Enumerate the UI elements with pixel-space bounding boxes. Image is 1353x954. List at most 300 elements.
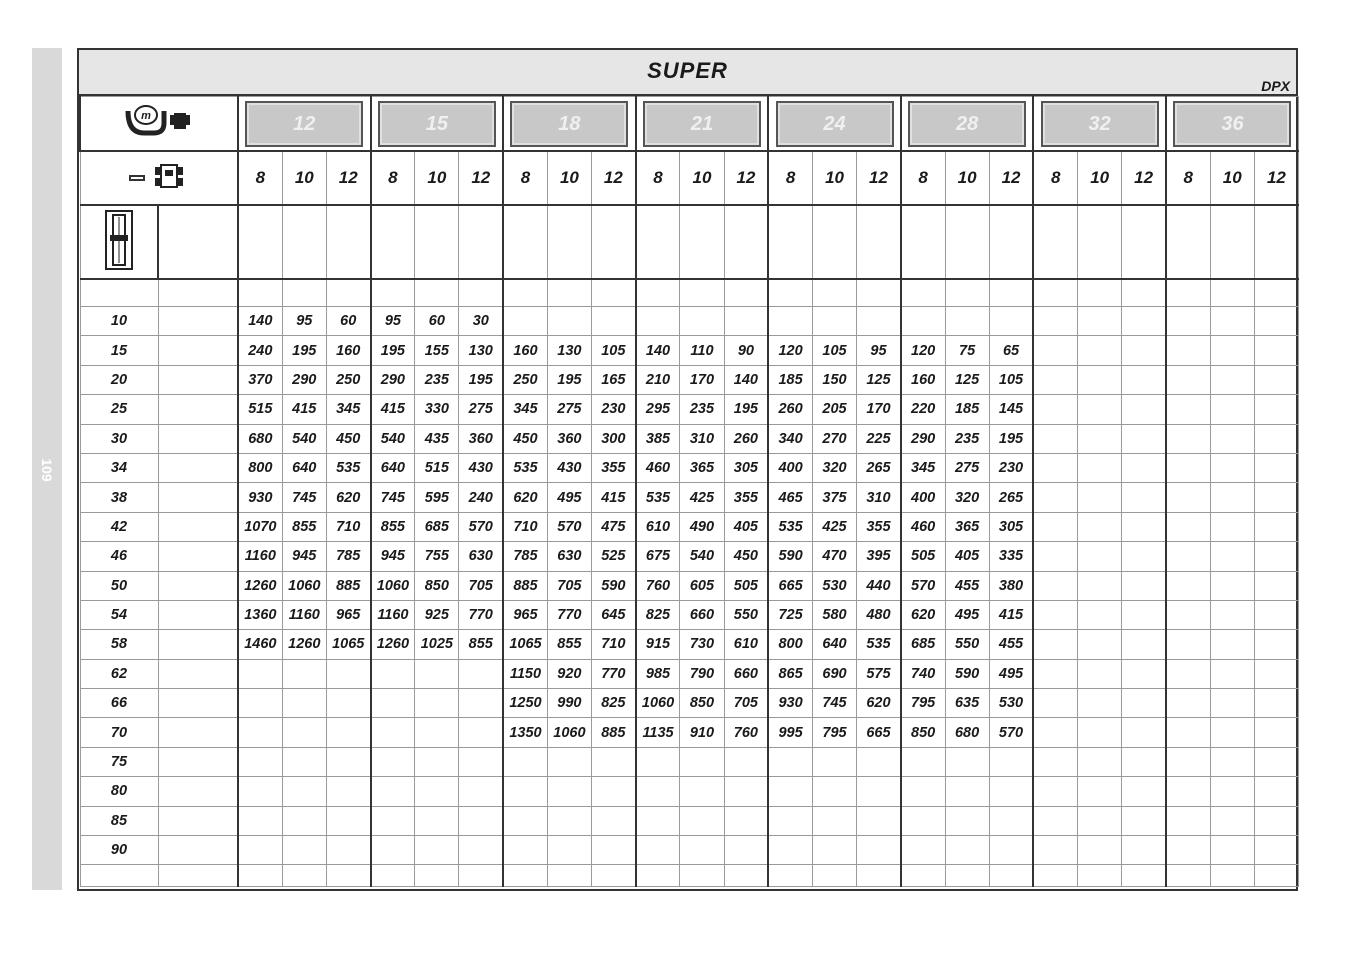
quantity-cell: [636, 806, 680, 835]
quantity-cell: 110: [680, 336, 724, 365]
spacer-cell: [415, 279, 459, 307]
spacer-cell: [158, 279, 238, 307]
spacer-cell: [1122, 865, 1166, 887]
quantity-cell: [1078, 483, 1122, 512]
quantity-cell: [768, 307, 812, 336]
quantity-cell: [901, 307, 945, 336]
quantity-cell: 105: [592, 336, 636, 365]
quantity-cell: [1254, 806, 1298, 835]
quantity-cell: [945, 307, 989, 336]
quantity-cell: [1078, 836, 1122, 865]
spacer-cell: [636, 279, 680, 307]
quantity-cell: 725: [768, 600, 812, 629]
quantity-cell: [636, 777, 680, 806]
quantity-cell: 1360: [238, 600, 282, 629]
quantity-cell: [371, 777, 415, 806]
quantity-cell: [1166, 806, 1210, 835]
blank-cell: [158, 336, 238, 365]
quantity-cell: 535: [857, 630, 901, 659]
quantity-cell: 335: [989, 542, 1033, 571]
quantity-cell: [1033, 483, 1077, 512]
quantity-cell: [1210, 453, 1254, 482]
quantity-cell: 535: [768, 512, 812, 541]
quantity-cell: 705: [459, 571, 503, 600]
quantity-cell: 685: [415, 512, 459, 541]
quantity-cell: 790: [680, 659, 724, 688]
blank-cell: [158, 747, 238, 776]
quantity-cell: [503, 806, 547, 835]
quantity-cell: [1122, 395, 1166, 424]
table-row: [80, 483, 1299, 512]
quantity-cell: 855: [371, 512, 415, 541]
quantity-cell: [812, 836, 856, 865]
quantity-cell: [1122, 718, 1166, 747]
quantity-cell: 945: [371, 542, 415, 571]
quantity-cell: [1033, 336, 1077, 365]
quantity-cell: [1166, 512, 1210, 541]
speed-header: 8: [503, 151, 547, 205]
quantity-cell: 645: [592, 600, 636, 629]
quantity-cell: 1060: [636, 689, 680, 718]
quantity-cell: [1122, 336, 1166, 365]
quantity-cell: [1166, 747, 1210, 776]
quantity-cell: [1122, 689, 1166, 718]
quantity-cell: [1254, 777, 1298, 806]
quantity-cell: 95: [857, 336, 901, 365]
quantity-cell: [857, 307, 901, 336]
quantity-cell: 745: [282, 483, 326, 512]
quantity-cell: [1078, 307, 1122, 336]
quantity-cell: 760: [724, 718, 768, 747]
quantity-cell: [1210, 836, 1254, 865]
quantity-cell: 570: [989, 718, 1033, 747]
quantity-cell: 365: [945, 512, 989, 541]
quantity-cell: 710: [503, 512, 547, 541]
width-badge: 24: [776, 101, 894, 147]
spacer-cell: [238, 865, 282, 887]
quantity-cell: 800: [238, 453, 282, 482]
quantity-cell: 375: [812, 483, 856, 512]
quantity-cell: [1033, 542, 1077, 571]
speed-header: 10: [415, 151, 459, 205]
quantity-cell: 105: [812, 336, 856, 365]
quantity-cell: [1254, 512, 1298, 541]
row-spacing-icon: [124, 103, 194, 143]
quantity-cell: [768, 806, 812, 835]
quantity-cell: [857, 777, 901, 806]
quantity-cell: [415, 806, 459, 835]
quantity-cell: [547, 806, 591, 835]
quantity-cell: 590: [768, 542, 812, 571]
spacer-cell: [371, 279, 415, 307]
quantity-cell: [459, 836, 503, 865]
quantity-cell: 95: [371, 307, 415, 336]
rate-value: 30: [80, 424, 158, 453]
speed-header: 12: [989, 151, 1033, 205]
quantity-cell: 1350: [503, 718, 547, 747]
quantity-cell: [1166, 718, 1210, 747]
quantity-cell: 680: [945, 718, 989, 747]
quantity-cell: 630: [459, 542, 503, 571]
quantity-cell: [1033, 600, 1077, 629]
speed-header: 8: [238, 151, 282, 205]
quantity-cell: [1210, 512, 1254, 541]
quantity-cell: [1166, 424, 1210, 453]
quantity-cell: 470: [812, 542, 856, 571]
quantity-cell: [1078, 689, 1122, 718]
quantity-cell: 965: [503, 600, 547, 629]
quantity-cell: [326, 747, 370, 776]
quantity-cell: 450: [326, 424, 370, 453]
quantity-cell: [459, 659, 503, 688]
quantity-cell: 300: [592, 424, 636, 453]
quantity-cell: 610: [724, 630, 768, 659]
quantity-cell: [282, 806, 326, 835]
quantity-cell: 230: [989, 453, 1033, 482]
quantity-cell: 570: [901, 571, 945, 600]
spacer-cell: [1122, 279, 1166, 307]
quantity-cell: 235: [415, 365, 459, 394]
width-header: [901, 97, 1034, 151]
quantity-cell: [901, 836, 945, 865]
quantity-cell: [1078, 453, 1122, 482]
quantity-cell: 235: [680, 395, 724, 424]
quantity-cell: [1254, 483, 1298, 512]
quantity-cell: 415: [989, 600, 1033, 629]
quantity-cell: 400: [768, 453, 812, 482]
quantity-cell: 885: [503, 571, 547, 600]
speed-header: 8: [1033, 151, 1077, 205]
quantity-cell: 580: [812, 600, 856, 629]
quantity-cell: 425: [680, 483, 724, 512]
width-badge: 28: [908, 101, 1026, 147]
quantity-cell: 740: [901, 659, 945, 688]
quantity-cell: 275: [945, 453, 989, 482]
quantity-cell: [1254, 453, 1298, 482]
quantity-cell: [812, 806, 856, 835]
quantity-cell: 355: [592, 453, 636, 482]
quantity-cell: [1033, 307, 1077, 336]
quantity-cell: [547, 747, 591, 776]
spacer-cell: [1078, 279, 1122, 307]
quantity-cell: [326, 718, 370, 747]
speed-unit-cell: [80, 151, 238, 205]
table-row: [80, 307, 1299, 336]
quantity-cell: 965: [326, 600, 370, 629]
quantity-cell: [371, 718, 415, 747]
quantity-cell: [238, 777, 282, 806]
quantity-cell: [1166, 395, 1210, 424]
quantity-cell: [282, 718, 326, 747]
quantity-cell: 75: [945, 336, 989, 365]
spacer-cell: [812, 865, 856, 887]
quantity-cell: 730: [680, 630, 724, 659]
quantity-cell: 945: [282, 542, 326, 571]
spacer-cell: [326, 865, 370, 887]
quantity-cell: [1210, 659, 1254, 688]
quantity-cell: [326, 777, 370, 806]
quantity-cell: [1033, 777, 1077, 806]
empty-cell: [680, 205, 724, 279]
quantity-cell: 855: [459, 630, 503, 659]
rate-value: 34: [80, 453, 158, 482]
quantity-cell: [1078, 777, 1122, 806]
quantity-cell: [1210, 777, 1254, 806]
quantity-cell: [1078, 600, 1122, 629]
quantity-cell: 530: [812, 571, 856, 600]
quantity-cell: 145: [989, 395, 1033, 424]
spacer-cell: [1210, 279, 1254, 307]
quantity-cell: [592, 747, 636, 776]
quantity-cell: [724, 747, 768, 776]
quantity-cell: 590: [945, 659, 989, 688]
empty-cell: [238, 205, 282, 279]
blank-cell: [158, 395, 238, 424]
table-row: [80, 571, 1299, 600]
quantity-cell: 195: [724, 395, 768, 424]
empty-cell: [945, 205, 989, 279]
blank-cell: [158, 659, 238, 688]
table-row: [80, 836, 1299, 865]
quantity-cell: [1033, 630, 1077, 659]
empty-cell: [282, 205, 326, 279]
quantity-cell: [1166, 777, 1210, 806]
quantity-cell: [547, 836, 591, 865]
quantity-cell: 310: [680, 424, 724, 453]
quantity-cell: 160: [326, 336, 370, 365]
quantity-cell: 595: [415, 483, 459, 512]
quantity-cell: [238, 659, 282, 688]
spacer-cell: [1210, 865, 1254, 887]
dosing-dial-icon: [103, 259, 135, 275]
quantity-cell: 480: [857, 600, 901, 629]
quantity-cell: [768, 836, 812, 865]
quantity-cell: [1122, 630, 1166, 659]
quantity-cell: [1210, 600, 1254, 629]
empty-cell: [857, 205, 901, 279]
width-badge: 18: [510, 101, 628, 147]
quantity-cell: 1160: [238, 542, 282, 571]
empty-cell: [989, 205, 1033, 279]
quantity-cell: 400: [901, 483, 945, 512]
quantity-cell: 275: [459, 395, 503, 424]
quantity-cell: [1033, 453, 1077, 482]
quantity-cell: [459, 689, 503, 718]
quantity-cell: [1254, 630, 1298, 659]
quantity-cell: 525: [592, 542, 636, 571]
quantity-cell: 770: [592, 659, 636, 688]
rate-value: 15: [80, 336, 158, 365]
quantity-cell: 550: [945, 630, 989, 659]
quantity-cell: [1078, 542, 1122, 571]
table-row: [80, 424, 1299, 453]
quantity-cell: 850: [901, 718, 945, 747]
quantity-cell: [326, 836, 370, 865]
quantity-cell: 355: [857, 512, 901, 541]
quantity-cell: [1122, 365, 1166, 394]
quantity-cell: [1033, 395, 1077, 424]
quantity-cell: 265: [857, 453, 901, 482]
quantity-cell: 150: [812, 365, 856, 394]
spacer-cell: [724, 865, 768, 887]
quantity-cell: [282, 689, 326, 718]
quantity-cell: 885: [326, 571, 370, 600]
quantity-cell: [459, 718, 503, 747]
quantity-cell: 665: [857, 718, 901, 747]
quantity-cell: [945, 747, 989, 776]
table-row: [80, 395, 1299, 424]
quantity-cell: 385: [636, 424, 680, 453]
width-badge: 21: [643, 101, 761, 147]
quantity-cell: [768, 747, 812, 776]
blank-cell: [158, 630, 238, 659]
quantity-cell: 345: [503, 395, 547, 424]
quantity-cell: 105: [989, 365, 1033, 394]
speed-header: 10: [1210, 151, 1254, 205]
quantity-cell: 305: [724, 453, 768, 482]
quantity-cell: [989, 836, 1033, 865]
quantity-cell: 415: [592, 483, 636, 512]
quantity-cell: 465: [768, 483, 812, 512]
quantity-cell: 505: [724, 571, 768, 600]
quantity-cell: [503, 747, 547, 776]
quantity-cell: [989, 777, 1033, 806]
quantity-cell: 1460: [238, 630, 282, 659]
width-header: [1033, 97, 1166, 151]
rate-value: 58: [80, 630, 158, 659]
quantity-cell: 1260: [282, 630, 326, 659]
quantity-cell: 930: [238, 483, 282, 512]
quantity-cell: [1166, 659, 1210, 688]
title-bar: [79, 50, 1296, 96]
quantity-cell: [1122, 307, 1166, 336]
quantity-cell: [1122, 424, 1166, 453]
quantity-cell: 705: [724, 689, 768, 718]
empty-cell: [1166, 205, 1210, 279]
quantity-cell: [1210, 365, 1254, 394]
quantity-cell: 435: [415, 424, 459, 453]
quantity-cell: [1166, 483, 1210, 512]
quantity-cell: 685: [901, 630, 945, 659]
quantity-cell: 430: [459, 453, 503, 482]
quantity-cell: 405: [945, 542, 989, 571]
spacer-cell: [724, 279, 768, 307]
quantity-cell: 620: [857, 689, 901, 718]
quantity-cell: 760: [636, 571, 680, 600]
quantity-cell: 355: [724, 483, 768, 512]
speed-header: 12: [1122, 151, 1166, 205]
spacer-cell: [371, 865, 415, 887]
spacer-cell: [1166, 865, 1210, 887]
blank-cell: [158, 718, 238, 747]
quantity-cell: 120: [768, 336, 812, 365]
quantity-cell: [1078, 571, 1122, 600]
blank-cell: [158, 777, 238, 806]
empty-cell: [1078, 205, 1122, 279]
quantity-cell: [592, 777, 636, 806]
quantity-cell: 290: [901, 424, 945, 453]
seeding-rate-table: [79, 96, 1299, 887]
quantity-cell: [1122, 571, 1166, 600]
quantity-cell: 360: [459, 424, 503, 453]
quantity-cell: [592, 307, 636, 336]
quantity-cell: 550: [724, 600, 768, 629]
quantity-cell: 395: [857, 542, 901, 571]
blank-cell: [158, 365, 238, 394]
quantity-cell: [238, 689, 282, 718]
quantity-cell: [1122, 659, 1166, 688]
speed-header: 12: [326, 151, 370, 205]
quantity-cell: [857, 836, 901, 865]
quantity-cell: 290: [282, 365, 326, 394]
quantity-cell: [945, 836, 989, 865]
quantity-cell: [1033, 747, 1077, 776]
quantity-cell: 235: [945, 424, 989, 453]
quantity-cell: [1210, 806, 1254, 835]
quantity-cell: 1150: [503, 659, 547, 688]
quantity-cell: [680, 747, 724, 776]
quantity-cell: [1210, 336, 1254, 365]
speed-header: 12: [1254, 151, 1298, 205]
quantity-cell: 340: [768, 424, 812, 453]
blank-cell: [158, 836, 238, 865]
quantity-cell: 205: [812, 395, 856, 424]
page-number: 109: [39, 458, 55, 482]
quantity-cell: 130: [459, 336, 503, 365]
quantity-cell: [636, 747, 680, 776]
spacer-cell: [592, 865, 636, 887]
spacer-cell: [459, 865, 503, 887]
quantity-cell: [989, 806, 1033, 835]
quantity-cell: 515: [415, 453, 459, 482]
speed-header: 8: [371, 151, 415, 205]
empty-cell: [1122, 205, 1166, 279]
quantity-cell: [1254, 747, 1298, 776]
quantity-cell: 930: [768, 689, 812, 718]
quantity-cell: 1025: [415, 630, 459, 659]
rate-value: 10: [80, 307, 158, 336]
quantity-cell: [1122, 600, 1166, 629]
quantity-cell: 675: [636, 542, 680, 571]
quantity-cell: 160: [901, 365, 945, 394]
blank-cell: [158, 600, 238, 629]
quantity-cell: 130: [547, 336, 591, 365]
spacer-cell: [80, 279, 158, 307]
rate-value: 66: [80, 689, 158, 718]
quantity-cell: [1166, 453, 1210, 482]
spacer-cell: [1033, 279, 1077, 307]
quantity-cell: 690: [812, 659, 856, 688]
quantity-cell: 430: [547, 453, 591, 482]
quantity-cell: [415, 689, 459, 718]
quantity-cell: 850: [415, 571, 459, 600]
quantity-cell: [680, 836, 724, 865]
quantity-cell: 1160: [371, 600, 415, 629]
quantity-cell: [857, 747, 901, 776]
quantity-cell: 1060: [282, 571, 326, 600]
quantity-cell: 925: [415, 600, 459, 629]
spacer-cell: [945, 865, 989, 887]
quantity-cell: 755: [415, 542, 459, 571]
quantity-cell: 450: [503, 424, 547, 453]
rate-value: 62: [80, 659, 158, 688]
quantity-cell: 305: [989, 512, 1033, 541]
speed-header: 8: [768, 151, 812, 205]
quantity-cell: [1078, 512, 1122, 541]
quantity-cell: 640: [371, 453, 415, 482]
table-row: [80, 630, 1299, 659]
quantity-cell: 195: [989, 424, 1033, 453]
